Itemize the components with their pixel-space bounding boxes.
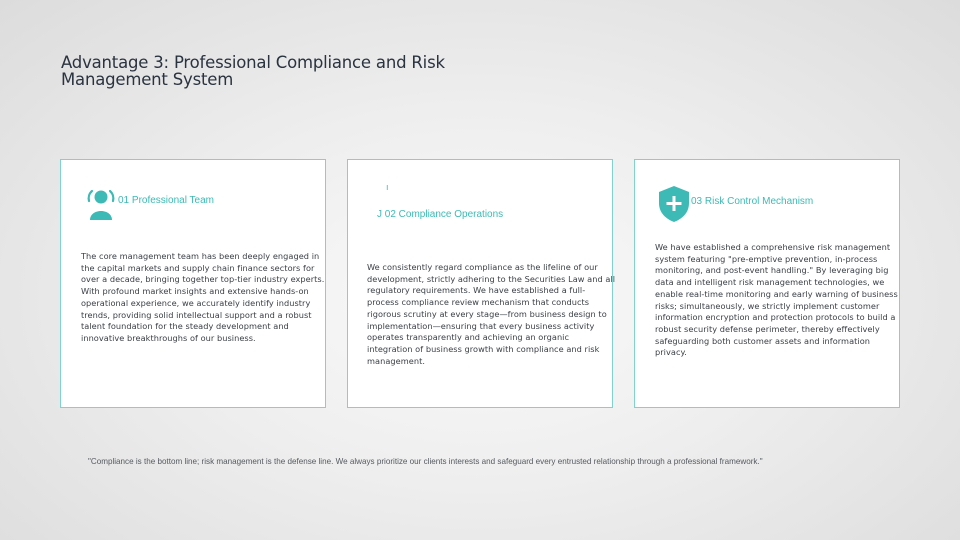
card-paragraph: The core management team has been deeply engaged in the capital markets and supply chain finance sectors for over a decade, bringing together top-tier industry experts. — [81, 251, 325, 285]
card-body — [655, 242, 899, 359]
compliance-icon: ı — [386, 182, 389, 192]
card-professional-team — [60, 159, 326, 408]
card-body — [367, 262, 617, 367]
footer-quote: "Compliance is the bottom line; risk management is the defense line. We always prioritize our clients interests and safeguard every entrusted relationship through a professional framework." — [88, 457, 763, 466]
card-paragraph: We have established a comprehensive risk management system featuring "pre-emptive prevention, in-process monitoring, and post-event handling." By leveraging big data and intelligent risk management technologies, we enable real-time monitoring and early warning of business risks; simultaneously, we strictly implement customer information encryption and protection protocols to build a robust security defense perimeter, thereby effectively safeguarding both customer assets and information privacy. — [655, 242, 898, 358]
team-icon — [83, 187, 119, 228]
card-heading: J 02 Compliance Operations — [377, 209, 504, 220]
card-heading: 01 Professional Team — [118, 195, 214, 206]
card-paragraph: With profound market insights and extensive hands-on operational experience, we accurately identify industry trends, providing solid intellectual support and a robust talent foundation for the steady development and innovative breakthroughs of our business. — [81, 286, 312, 343]
card-body — [81, 251, 327, 345]
shield-plus-icon — [657, 185, 691, 228]
page-title: Advantage 3: Professional Compliance and Risk Management System — [61, 53, 445, 89]
card-compliance-operations — [347, 159, 616, 408]
card-risk-control — [634, 159, 900, 408]
card-paragraph: We consistently regard compliance as the lifeline of our development, strictly adhering to the Securities Law and all regulatory requirements. We have established a full-process compliance review mechanism that conducts rigorous scrutiny at every stage—from business design to implementation—ensuring that every business activity operates transparently and achieving an organic integration of business growth with compliance and risk management. — [367, 262, 616, 366]
card-heading: 03 Risk Control Mechanism — [691, 196, 814, 207]
